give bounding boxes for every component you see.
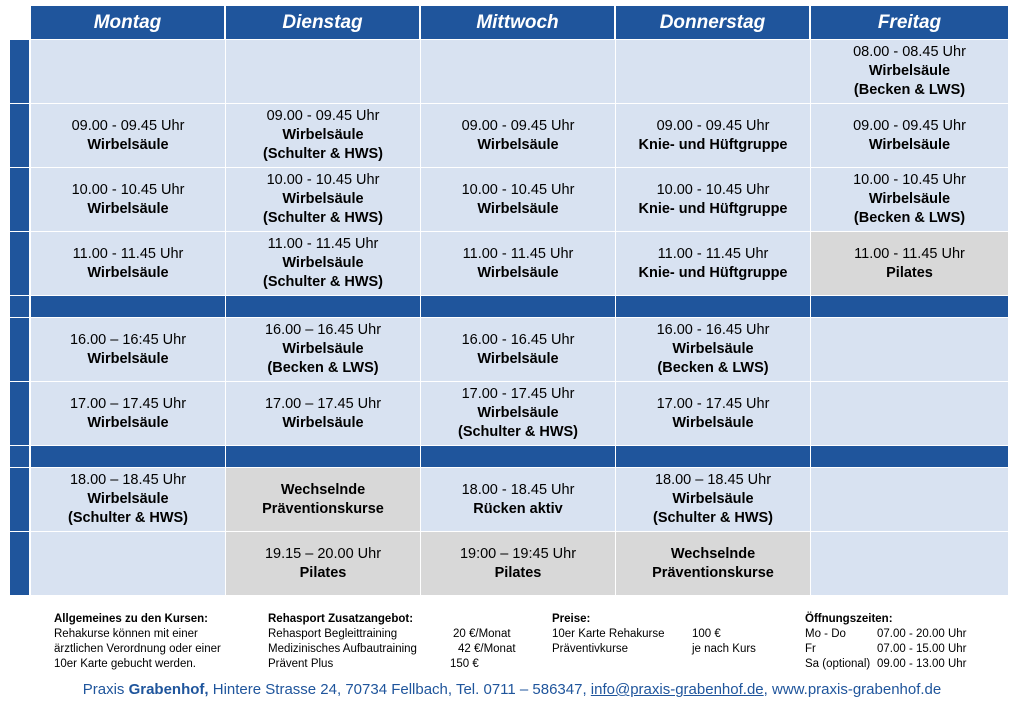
course-time: 18.00 – 18.45 Uhr xyxy=(69,472,187,488)
course-name: Wechselnde xyxy=(670,545,756,562)
row-marker xyxy=(10,296,31,318)
course-time: 10.00 - 10.45 Uhr xyxy=(853,172,966,188)
time-separator xyxy=(811,296,1008,318)
course-slot xyxy=(421,232,616,296)
course-name: Wirbelsäule xyxy=(672,341,754,357)
course-slot xyxy=(226,168,421,232)
footer-allgemein-line: 10er Karte gebucht werden. xyxy=(54,658,196,670)
course-slot xyxy=(226,382,421,446)
course-slot xyxy=(616,532,811,596)
course-name: Wirbelsäule xyxy=(672,491,754,507)
row-marker xyxy=(10,468,31,532)
course-slot xyxy=(421,168,616,232)
oeffnung-time: 07.00 - 20.00 Uhr xyxy=(877,628,967,640)
preise-item-name: 10er Karte Rehakurse xyxy=(552,628,665,640)
course-name: (Schulter & HWS) xyxy=(67,510,189,526)
course-name: Wirbelsäule xyxy=(477,136,559,153)
course-slot xyxy=(421,532,616,596)
row-marker xyxy=(10,168,31,232)
practice-name: Grabenhof, xyxy=(128,681,209,698)
course-slot xyxy=(421,382,616,446)
course-slot xyxy=(31,382,226,446)
course-name: Wirbelsäule xyxy=(868,191,951,207)
row-marker xyxy=(10,232,31,296)
course-time: 16.00 - 16.45 Uhr xyxy=(461,331,575,348)
address-line xyxy=(0,681,1024,698)
schedule-table xyxy=(10,6,1008,603)
rehasport-item-price: 150 € xyxy=(450,658,479,670)
course-slot xyxy=(811,232,1008,296)
course-name: Wirbelsäule xyxy=(282,127,364,143)
time-separator xyxy=(31,296,226,318)
email-link[interactable]: info@praxis-grabenhof.de xyxy=(590,681,764,698)
rehasport-item-price: 42 €/Monat xyxy=(458,643,516,655)
course-time: 11.00 - 11.45 Uhr xyxy=(657,245,769,262)
course-name: (Becken & LWS) xyxy=(853,210,966,226)
course-name: (Becken & LWS) xyxy=(853,82,966,98)
empty-slot xyxy=(616,40,811,104)
course-name: Präventionskurse xyxy=(652,564,774,581)
time-separator xyxy=(226,296,421,318)
day-header-dienstag: Dienstag xyxy=(226,6,421,40)
course-name: Wirbelsäule xyxy=(87,350,169,367)
row-marker xyxy=(10,318,31,382)
course-name: (Schulter & HWS) xyxy=(262,210,384,226)
footer-oeffnung-title: Öffnungszeiten: xyxy=(805,613,893,625)
time-separator xyxy=(226,446,421,468)
course-name: Knie- und Hüftgruppe xyxy=(638,200,788,217)
time-separator xyxy=(616,296,811,318)
time-separator xyxy=(31,446,226,468)
course-slot xyxy=(226,532,421,596)
course-name: (Becken & LWS) xyxy=(657,360,769,376)
oeffnung-day: Fr xyxy=(805,643,816,655)
course-name: Wirbelsäule xyxy=(282,414,364,431)
course-time: 19.15 – 20.00 Uhr xyxy=(264,545,382,562)
rehasport-item-price: 20 €/Monat xyxy=(453,628,511,640)
course-time: 09.00 - 09.45 Uhr xyxy=(71,117,185,134)
footer-preise-title: Preise: xyxy=(552,613,591,625)
empty-slot xyxy=(811,382,1008,446)
course-name: Knie- und Hüftgruppe xyxy=(638,264,788,281)
course-slot xyxy=(31,318,226,382)
course-name: (Becken & LWS) xyxy=(267,360,379,376)
course-name: Wirbelsäule xyxy=(868,136,951,153)
course-time: 17.00 – 17.45 Uhr xyxy=(264,395,382,412)
course-time: 11.00 - 11.45 Uhr xyxy=(854,245,965,262)
course-name: Wirbelsäule xyxy=(868,63,951,79)
footer-allgemein-title: Allgemeines zu den Kursen: xyxy=(54,613,209,625)
course-name: Pilates xyxy=(299,564,347,581)
course-time: 18.00 - 18.45 Uhr xyxy=(461,481,575,498)
course-time: 09.00 - 09.45 Uhr xyxy=(853,117,966,134)
day-header-freitag: Freitag xyxy=(811,6,1008,40)
course-time: 16.00 - 16.45 Uhr xyxy=(656,322,770,338)
course-slot xyxy=(616,104,811,168)
row-marker xyxy=(10,104,31,168)
footer-oeffnungszeiten xyxy=(805,612,1015,672)
course-name: Rücken aktiv xyxy=(473,500,563,517)
course-name: Wirbelsäule xyxy=(87,200,169,217)
course-name: Wirbelsäule xyxy=(282,341,364,357)
footer-rehasport xyxy=(268,612,528,672)
course-time: 09.00 - 09.45 Uhr xyxy=(461,117,575,134)
course-time: 10.00 - 10.45 Uhr xyxy=(266,172,380,188)
course-time: 11.00 - 11.45 Uhr xyxy=(72,245,184,262)
course-slot xyxy=(31,168,226,232)
course-time: 10.00 - 10.45 Uhr xyxy=(461,181,575,198)
course-slot xyxy=(616,382,811,446)
course-slot xyxy=(811,168,1008,232)
course-slot xyxy=(31,232,226,296)
course-name: Wirbelsäule xyxy=(87,136,169,153)
preise-item-price: je nach Kurs xyxy=(692,643,756,655)
day-header-mittwoch: Mittwoch xyxy=(421,6,616,40)
course-name: (Schulter & HWS) xyxy=(652,510,774,526)
course-time: 16.00 – 16:45 Uhr xyxy=(69,331,187,348)
course-slot xyxy=(811,40,1008,104)
course-slot xyxy=(616,318,811,382)
rehasport-item-name: Rehasport Begleittraining xyxy=(268,628,398,640)
time-separator xyxy=(616,446,811,468)
footer-allgemein-line: ärztlichen Verordnung oder einer xyxy=(54,643,221,655)
course-name: (Schulter & HWS) xyxy=(262,146,384,162)
preise-item-price: 100 € xyxy=(692,628,721,640)
footer-allgemein xyxy=(54,612,221,672)
course-slot xyxy=(31,104,226,168)
course-slot xyxy=(226,318,421,382)
table-corner xyxy=(10,6,31,40)
course-time: 11.00 - 11.45 Uhr xyxy=(462,245,574,262)
footer-rehasport-title: Rehasport Zusatzangebot: xyxy=(268,613,414,625)
time-separator xyxy=(811,446,1008,468)
course-time: 08.00 - 08.45 Uhr xyxy=(853,44,966,60)
course-time: 10.00 - 10.45 Uhr xyxy=(71,181,185,198)
course-name: Wirbelsäule xyxy=(477,405,559,421)
empty-slot xyxy=(811,318,1008,382)
row-marker xyxy=(10,532,31,596)
course-slot xyxy=(226,468,421,532)
course-time: 17.00 - 17.45 Uhr xyxy=(461,386,575,402)
course-name: Wirbelsäule xyxy=(282,191,364,207)
course-name: Wirbelsäule xyxy=(477,350,559,367)
course-name: Wirbelsäule xyxy=(477,264,559,281)
course-slot xyxy=(31,468,226,532)
oeffnung-time: 07.00 - 15.00 Uhr xyxy=(877,643,967,655)
course-time: 18.00 – 18.45 Uhr xyxy=(654,472,772,488)
course-time: 19:00 – 19:45 Uhr xyxy=(459,545,577,562)
course-slot xyxy=(226,232,421,296)
course-time: 17.00 – 17.45 Uhr xyxy=(69,395,187,412)
course-time: 09.00 - 09.45 Uhr xyxy=(656,117,770,134)
row-marker xyxy=(10,446,31,468)
website-link[interactable]: www.praxis-grabenhof.de xyxy=(771,681,942,698)
course-name: Pilates xyxy=(886,264,933,281)
preise-item-name: Präventivkurse xyxy=(552,643,629,655)
time-separator xyxy=(421,296,616,318)
course-time: 16.00 – 16.45 Uhr xyxy=(264,322,382,338)
course-time: 09.00 - 09.45 Uhr xyxy=(266,108,380,124)
course-name: Knie- und Hüftgruppe xyxy=(638,136,788,153)
row-marker xyxy=(10,40,31,104)
course-slot xyxy=(616,468,811,532)
footer-allgemein-line: Rehakurse können mit einer xyxy=(54,628,198,640)
course-name: Wirbelsäule xyxy=(87,491,169,507)
course-name: (Schulter & HWS) xyxy=(262,274,384,290)
address-street: Hintere Strasse 24, 70734 Fellbach, Tel. 0711 – 586347, xyxy=(208,681,591,698)
oeffnung-day: Sa (optional) xyxy=(805,658,871,670)
day-header-montag: Montag xyxy=(31,6,226,40)
course-time: 10.00 - 10.45 Uhr xyxy=(656,181,770,198)
row-marker xyxy=(10,382,31,446)
course-time: 17.00 - 17.45 Uhr xyxy=(656,395,770,412)
rehasport-item-name: Medizinisches Aufbautraining xyxy=(268,643,417,655)
oeffnung-time: 09.00 - 13.00 Uhr xyxy=(877,658,967,670)
course-name: Wirbelsäule xyxy=(87,414,169,431)
course-name: Wechselnde xyxy=(280,481,366,498)
empty-slot xyxy=(31,532,226,596)
course-name: Wirbelsäule xyxy=(87,264,169,281)
empty-slot xyxy=(811,468,1008,532)
empty-slot xyxy=(226,40,421,104)
address-separator: , xyxy=(763,681,772,698)
course-slot xyxy=(226,104,421,168)
course-name: (Schulter & HWS) xyxy=(457,424,579,440)
course-slot xyxy=(421,318,616,382)
empty-slot xyxy=(31,40,226,104)
course-time: 11.00 - 11.45 Uhr xyxy=(267,236,379,252)
course-name: Präventionskurse xyxy=(262,500,384,517)
course-slot xyxy=(811,104,1008,168)
address-prefix: Praxis xyxy=(82,681,129,698)
footer-preise xyxy=(552,612,782,657)
course-slot xyxy=(616,232,811,296)
course-name: Pilates xyxy=(494,564,542,581)
course-slot xyxy=(616,168,811,232)
rehasport-item-name: Prävent Plus xyxy=(268,658,334,670)
oeffnung-day: Mo - Do xyxy=(805,628,846,640)
empty-slot xyxy=(811,532,1008,596)
course-name: Wirbelsäule xyxy=(672,414,754,431)
empty-slot xyxy=(421,40,616,104)
course-slot xyxy=(421,468,616,532)
course-name: Wirbelsäule xyxy=(282,255,364,271)
day-header-donnerstag: Donnerstag xyxy=(616,6,811,40)
time-separator xyxy=(421,446,616,468)
course-name: Wirbelsäule xyxy=(477,200,559,217)
course-slot xyxy=(421,104,616,168)
